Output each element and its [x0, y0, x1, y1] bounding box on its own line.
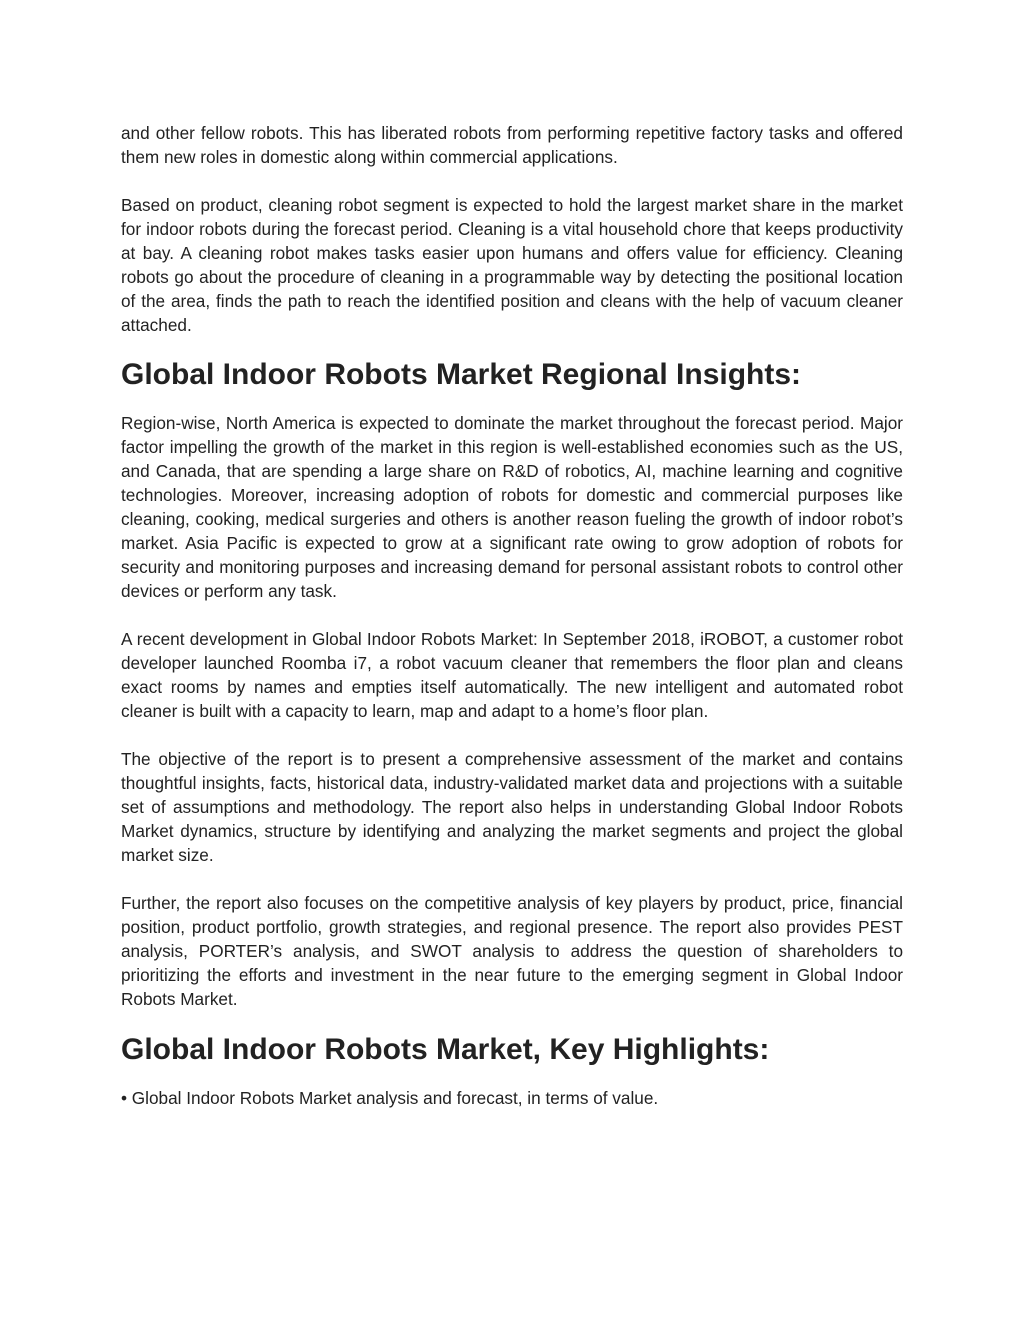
paragraph-region-wise: Region-wise, North America is expected to dominate the market throughout the forecast period. Major factor impelling the growth of the market in this region is well-established economies such as the US, and Canada, that are spending a large share on R&D of robotics, AI, machine learning and cognitive technologies. Moreover, increasing adoption of robots for domestic and commercial purposes like cleaning, cooking, medical surgeries and others is another reason fueling the growth of indoor robot’s market. Asia Pacific is expected to grow at a significant rate owing to grow adoption of robots for security and monitoring purposes and increasing demand for personal assistant robots to control other devices or perform any task. [121, 413, 903, 601]
paragraph-report-objective: The objective of the report is to present a comprehensive assessment of the market and contains thoughtful insights, facts, historical data, industry-validated market data and projections with a suitable set of assumptions and methodology. The report also helps in understanding Global Indoor Robots Market dynamics, structure by identifying and analyzing the market segments and project the global market size. [121, 749, 903, 865]
paragraph-competitive-analysis: Further, the report also focuses on the competitive analysis of key players by product, price, financial position, product portfolio, growth strategies, and regional presence. The report also provides PEST analysis, PORTER’s analysis, and SWOT analysis to address the question of shareholders to prioritizing the efforts and investment in the near future to the emerging segment in Global Indoor Robots Market. [121, 893, 903, 1009]
paragraph-spacer [121, 723, 903, 747]
paragraph-recent-development: A recent development in Global Indoor Robots Market: In September 2018, iROBOT, a customer robot developer launched Roomba i7, a robot vacuum cleaner that remembers the floor plan and cleans exact rooms by names and empties itself automatically. The new intelligent and automated robot cleaner is built with a capacity to learn, map and adapt to a home’s floor plan. [121, 629, 903, 721]
document-page [121, 121, 903, 1110]
paragraph-spacer [121, 867, 903, 891]
heading-key-highlights: Global Indoor Robots Market, Key Highlights: [121, 1033, 770, 1066]
heading-regional-insights: Global Indoor Robots Market Regional Insights: [121, 358, 802, 391]
bullet-item-analysis-forecast: • Global Indoor Robots Market analysis and forecast, in terms of value. [121, 1088, 659, 1108]
paragraph-intro-continuation: and other fellow robots. This has liberated robots from performing repetitive factory tasks and offered them new roles in domestic along within commercial applications. [121, 123, 903, 167]
paragraph-cleaning-robot-segment: Based on product, cleaning robot segment is expected to hold the largest market share in the market for indoor robots during the forecast period. Cleaning is a vital household chore that keeps productivity at bay. A cleaning robot makes tasks easier upon humans and offers value for efficiency. Cleaning robots go about the procedure of cleaning in a programmable way by detecting the positional location of the area, finds the path to reach the identified position and cleans with the help of vacuum cleaner attached. [121, 195, 903, 335]
paragraph-spacer [121, 169, 903, 193]
paragraph-spacer [121, 603, 903, 627]
